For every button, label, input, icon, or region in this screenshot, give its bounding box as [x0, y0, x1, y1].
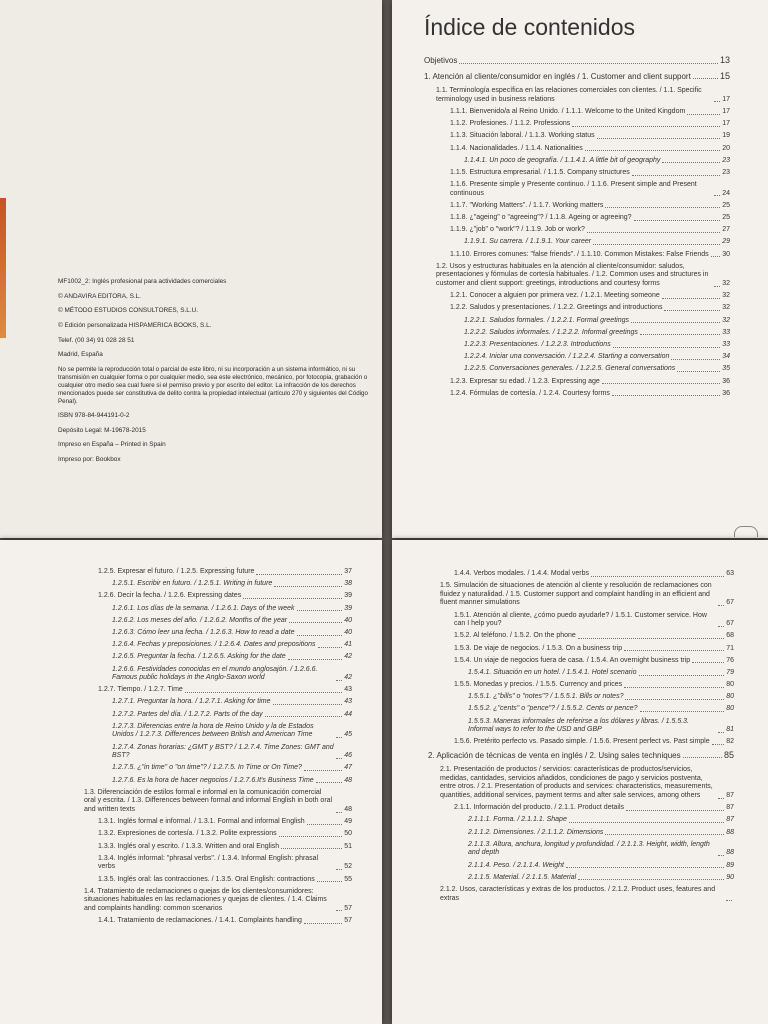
toc-entry-text: 1.3. Diferenciación de estilos formal e informal en la comunicación comercial oral y escrita. / 1.3. Differences between formal and informal English in both oral and written texts — [84, 788, 333, 813]
toc-entry-text: 1.3.3. Inglés oral y escrito. / 1.3.3. Written and oral English — [98, 842, 280, 850]
toc-entry-text: 1.5.5.3. Maneras informales de referirse a los dólares y libras. / 1.5.5.3. Informal ways to refer to the USD and GBP — [468, 717, 689, 734]
toc-entry-text: 1.2.4. Fórmulas de cortesía. / 1.2.4. Courtesy forms — [450, 389, 610, 397]
toc-page-number: 35 — [722, 365, 730, 373]
toc-entry-text: 1.1. Terminología específica en las relaciones comerciales con clientes. / 1.1. Specific terminology used in business relations — [436, 87, 702, 103]
toc-entry-text: 2.1.2. Usos, características y extras de los productos. / 2.1.2. Product uses, features and extras — [440, 885, 716, 902]
toc-entry-text: 1.3.2. Expresiones de cortesía. / 1.3.2. Polite expressions — [98, 830, 277, 838]
toc-page-number: 42 — [344, 674, 352, 682]
toc-entry — [72, 830, 352, 839]
toc-page-number: 20 — [722, 144, 730, 152]
toc-entry-text: 2.1.1.3. Altura, anchura, longitud y profundidad. / 2.1.1.3. Height, width, length and depth — [468, 840, 710, 857]
toc-page-number: 27 — [722, 226, 730, 234]
toc-leader-dots — [307, 824, 343, 825]
toc-entry — [72, 876, 352, 885]
toc-entry-text: 1.5.5.2. ¿"cents" o "pence"? / 1.5.5.2. Cents or pence? — [468, 705, 638, 713]
toc-entry-text: 1.2. Usos y estructuras habituales en la atención al cliente/consumidor: saludos, presentaciones y fórmulas de cortesía habituales. / 1.2. Common uses and structures in customer and client support: greetings, introductions and courtesy forms — [436, 262, 709, 287]
toc-leader-dots — [714, 101, 720, 102]
toc-entry — [424, 132, 730, 141]
toc-entry — [428, 705, 734, 714]
toc-page-number: 55 — [344, 875, 352, 883]
toc-entry-text: 1.1.8. ¿"ageing" o "agreeing"? / 1.1.8. Ageing or agreeing? — [450, 214, 632, 222]
page-corner-mark — [734, 526, 758, 537]
toc-entry-text: 1.2.2.4. Iniciar una conversación. / 1.2.2.4. Starting a conversation — [464, 353, 670, 361]
toc-entry — [72, 917, 352, 926]
toc-page-number: 47 — [344, 764, 352, 772]
toc-entry-text: 1.2.6.4. Fechas y preposiciones. / 1.2.6.4. Dates and prepositions — [112, 641, 316, 649]
toc-leader-dots — [625, 699, 724, 700]
toc-leader-dots — [297, 610, 343, 611]
toc-entry — [428, 886, 734, 903]
cover-edge-strip — [0, 198, 6, 338]
toc-entry — [72, 629, 352, 638]
toc-page-number: 50 — [344, 830, 352, 838]
toc-entry — [72, 568, 352, 577]
toc-page-number: 57 — [344, 904, 352, 912]
toc-leader-dots — [256, 574, 342, 575]
toc-page-number: 67 — [726, 599, 734, 607]
toc-entry — [424, 145, 730, 154]
toc-leader-dots — [634, 220, 721, 221]
toc-leader-dots — [605, 834, 724, 835]
imprint-printed-by: Impreso por: Bookbox — [58, 456, 121, 464]
toc-leader-dots — [664, 310, 720, 311]
toc-leader-dots — [578, 879, 724, 880]
toc-entry-text: 1.2.6.2. Los meses del año. / 1.2.6.2. Months of the year — [112, 616, 288, 624]
toc-entry — [72, 698, 352, 707]
toc-entry — [72, 653, 352, 662]
toc-page-number: 32 — [722, 292, 730, 300]
toc-leader-dots — [662, 298, 720, 299]
toc-leader-dots — [726, 900, 732, 901]
toc-entry-text: Objetivos — [424, 56, 458, 65]
toc-page-number: 25 — [722, 214, 730, 222]
toc-page-number: 39 — [344, 592, 352, 600]
toc-entry-text: 1.2.2.2. Saludos informales. / 1.2.2.2. Informal greetings — [464, 328, 638, 336]
toc-page-number: 82 — [726, 738, 734, 746]
toc-entry-text: 1.1.4.1. Un poco de geografía. / 1.1.4.1. A little bit of geography — [464, 156, 661, 164]
toc-entry — [72, 843, 352, 852]
toc-entry — [424, 378, 730, 387]
toc-entry — [428, 570, 734, 579]
toc-leader-dots — [578, 638, 724, 639]
toc-page-number: 30 — [722, 250, 730, 258]
toc-page-number: 29 — [722, 238, 730, 246]
toc-page-number: 79 — [726, 668, 734, 676]
toc-page-number: 87 — [726, 816, 734, 824]
toc-entry-text: 1.1.9.1. Su carrera. / 1.1.9.1. Your career — [464, 238, 592, 246]
toc-entry-text: 1.2.2.5. Conversaciones generales. / 1.2.2.5. General conversations — [464, 365, 676, 373]
toc-entry-text: 2.1.1.5. Material. / 2.1.1.5. Material — [468, 873, 577, 881]
imprint-printed-in: Impreso en España – Printed in Spain — [58, 441, 166, 449]
toc-entry-text: 1.2.7.2. Partes del día. / 1.2.7.2. Parts of the day — [112, 710, 263, 718]
toc-list-page-2 — [424, 56, 730, 402]
toc-entry-text: 1.1.5. Estructura empresarial. / 1.1.5. Company structures — [450, 168, 630, 176]
toc-page-number: 68 — [726, 632, 734, 640]
toc-entry-text: 1.2.7.1. Preguntar la hora. / 1.2.7.1. Asking for time — [112, 698, 271, 706]
toc-entry — [424, 214, 730, 223]
toc-entry — [424, 329, 730, 338]
toc-entry — [428, 751, 734, 761]
toc-page-number: 17 — [722, 107, 730, 115]
toc-entry — [428, 657, 734, 666]
toc-entry-text: 1.2.6. Decir la fecha. / 1.2.6. Expressing dates — [98, 592, 242, 600]
toc-entry — [428, 862, 734, 871]
toc-entry — [424, 226, 730, 235]
imprint-title: MF1002_2: Inglés profesional para actividades comerciales — [58, 278, 227, 285]
toc-entry-text: 2.1.1.4. Peso. / 2.1.1.4. Weight — [468, 861, 564, 869]
toc-leader-dots — [692, 662, 724, 663]
toc-entry-text: 1.2.2.3. Presentaciones. / 1.2.2.3. Introductions — [464, 340, 611, 348]
toc-entry — [72, 580, 352, 589]
toc-entry — [428, 582, 734, 608]
toc-entry — [424, 238, 730, 247]
toc-entry — [72, 617, 352, 626]
toc-entry-text: 1.2.6.1. Los días de la semana. / 1.2.6.1. Days of the week — [112, 604, 295, 612]
toc-entry-text: 1.1.7. "Working Matters". / 1.1.7. Working matters — [450, 201, 604, 209]
toc-page-number: 40 — [344, 616, 352, 624]
toc-leader-dots — [243, 598, 342, 599]
toc-page-number: 81 — [726, 726, 734, 734]
toc-page-number: 32 — [722, 304, 730, 312]
toc-entry — [72, 789, 352, 815]
toc-entry-text: 1.2.7.4. Zonas horarias: ¿GMT y BST? / 1.2.7.4. Time Zones: GMT and BST? — [112, 743, 334, 760]
toc-leader-dots — [613, 347, 721, 348]
toc-entry — [72, 666, 352, 683]
toc-page-number: 19 — [722, 132, 730, 140]
toc-leader-dots — [714, 195, 720, 196]
toc-page-number: 85 — [723, 749, 734, 760]
toc-entry-text: 1.1.4. Nacionalidades. / 1.1.4. Nationalities — [450, 144, 583, 152]
imprint-legal-notice: No se permite la reproducción total o parcial de este libro, ni su incorporación a un sistema informático, ni su transmisión en cualquier forma o por cualquier medio, sea este electrónico, mecánico, por fotocopia, grabación o cualquier otro medio sea cual fuere si el permiso previo y por escrito del editor. La infracción de los derechos mencionados puede ser constitutiva de delito contra la propiedad intelectual (artículo 270 y siguientes del Código Penal). — [58, 365, 368, 406]
toc-entry-text: 1.2.3. Expresar su edad. / 1.2.3. Expressing age — [450, 377, 600, 385]
toc-entry — [72, 764, 352, 773]
toc-leader-dots — [602, 383, 720, 384]
toc-entry-text: 1.5.4. Un viaje de negocios fuera de casa. / 1.5.4. An overnight business trip — [454, 656, 691, 664]
imprint-phone: Telef. (00 34) 91 028 28 51 — [58, 336, 135, 344]
toc-entry-text: 1.1.3. Situación laboral. / 1.1.3. Working status — [450, 132, 595, 140]
toc-entry — [428, 693, 734, 702]
toc-entry — [72, 888, 352, 914]
toc-entry — [428, 718, 734, 735]
toc-entry — [424, 317, 730, 326]
toc-leader-dots — [597, 138, 721, 139]
toc-page-number: 89 — [726, 861, 734, 869]
toc-leader-dots — [640, 334, 720, 335]
toc-page-number: 76 — [726, 656, 734, 664]
toc-entry — [424, 353, 730, 362]
toc-leader-dots — [683, 757, 722, 758]
toc-page-number: 44 — [344, 710, 352, 718]
toc-page-number: 87 — [726, 792, 734, 799]
toc-entry — [424, 251, 730, 260]
toc-entry-text: 1.2.7.3. Diferencias entre la hora de Reino Unido y la de Estados Unidos / 1.2.7.3. Differences between British and American Time — [112, 722, 314, 739]
toc-entry — [424, 292, 730, 301]
toc-entry-text: 1.4.1. Tratamiento de reclamaciones. / 1.4.1. Complaints handling — [98, 917, 302, 925]
toc-page-number: 51 — [344, 842, 352, 850]
toc-entry — [72, 777, 352, 786]
toc-leader-dots — [718, 605, 724, 606]
toc-page-number: 33 — [722, 328, 730, 336]
toc-entry-text: 1.2.2.1. Saludos formales. / 1.2.2.1. Formal greetings — [464, 316, 629, 324]
toc-page-number: 67 — [726, 620, 734, 628]
toc-page-number: 37 — [344, 568, 352, 575]
toc-leader-dots — [593, 244, 720, 245]
toc-leader-dots — [639, 675, 725, 676]
toc-list-page-3 — [72, 568, 352, 929]
toc-page-number: 87 — [726, 804, 734, 812]
toc-leader-dots — [336, 869, 342, 870]
toc-entry-text: 2.1. Presentación de productos / servicios: características de productos/servicios, medidas, cantidades, servicios añadidos, condiciones de pago y servicios postventa, entre otros. / 2.1. Presentation of products and services: characteristics, measurements, quantities, additional services, payment terms and after sale services, among others — [440, 766, 713, 799]
toc-leader-dots — [631, 322, 720, 323]
toc-leader-dots — [288, 659, 343, 660]
toc-entry-text: 1.2.7.5. ¿"in time" o "on time"? / 1.2.7.5. In Time or On Time? — [112, 764, 302, 772]
toc-page-number: 24 — [722, 189, 730, 197]
toc-entry-text: 1.2.5. Expresar el futuro. / 1.2.5. Expressing future — [98, 568, 255, 575]
toc-page-number: 13 — [719, 55, 730, 65]
toc-entry-text: 1.2.1. Conocer a alguien por primera vez. / 1.2.1. Meeting someone — [450, 292, 660, 300]
toc-entry-text: 1.5.5. Monedas y precios. / 1.5.5. Currency and prices — [454, 681, 623, 689]
toc-leader-dots — [566, 867, 724, 868]
toc-entry-text: 1.2.6.3. Cómo leer una fecha. / 1.2.6.3. How to read a date — [112, 628, 295, 636]
toc-leader-dots — [718, 855, 724, 856]
toc-page-number: 33 — [722, 340, 730, 348]
toc-page-number: 52 — [344, 863, 352, 871]
toc-entry — [424, 56, 730, 66]
toc-entry — [428, 829, 734, 838]
toc-page-number: 80 — [726, 693, 734, 701]
toc-leader-dots — [273, 704, 343, 705]
imprint-copyright-1: © ANDAVIRA EDITORA, S.L. — [58, 292, 141, 300]
toc-page-number: 17 — [722, 120, 730, 128]
toc-page-number: 57 — [344, 917, 352, 925]
toc-leader-dots — [336, 910, 342, 911]
toc-page-number: 17 — [722, 95, 730, 103]
toc-entry — [424, 304, 730, 313]
toc-leader-dots — [624, 650, 724, 651]
toc-entry — [428, 841, 734, 858]
toc-entry — [428, 874, 734, 883]
toc-leader-dots — [718, 626, 724, 627]
toc-entry-text: 1.1.1. Bienvenido/a al Reino Unido. / 1.1.1. Welcome to the United Kingdom — [450, 107, 686, 115]
toc-entry-text: 1.2.6.5. Preguntar la fecha. / 1.2.6.5. Asking for the date — [112, 653, 286, 661]
toc-entry — [72, 641, 352, 650]
toc-entry — [72, 723, 352, 740]
toc-leader-dots — [336, 737, 342, 738]
toc-entry-text: 1.5.4.1. Situación en un hotel. / 1.5.4.1. Hotel scenario — [468, 668, 637, 676]
toc-page-number: 48 — [344, 776, 352, 784]
toc-leader-dots — [662, 162, 720, 163]
toc-title: Índice de contenidos — [424, 14, 635, 40]
toc-page-number: 23 — [722, 168, 730, 176]
toc-leader-dots — [316, 782, 343, 783]
toc-leader-dots — [693, 78, 718, 79]
toc-page-number: 88 — [726, 849, 734, 857]
toc-entry — [428, 681, 734, 690]
toc-entry — [72, 855, 352, 872]
toc-leader-dots — [572, 126, 720, 127]
toc-entry-text: 2.1.1.1. Forma. / 2.1.1.1. Shape — [468, 816, 567, 824]
toc-entry-text: 1.4. Tratamiento de reclamaciones o quejas de los clientes/consumidores: situaciones habituales en las reclamaciones y quejas de clientes. / 1.4. Claims and complaints handling: common scenarios — [84, 887, 327, 912]
toc-entry — [424, 72, 730, 82]
toc-entry — [424, 169, 730, 178]
toc-entry-text: 1.1.6. Presente simple y Presente continuo. / 1.1.6. Present simple and Present continuous — [450, 181, 697, 197]
toc-page-number: 63 — [726, 570, 734, 577]
toc-leader-dots — [671, 359, 720, 360]
toc-entry-text: 1.3.5. Inglés oral: las contracciones. / 1.3.5. Oral English: contractions — [98, 875, 315, 883]
toc-page-number: 15 — [719, 70, 730, 81]
toc-entry-text: 1.5.5.1. ¿"bills" o "notes"? / 1.5.5.1. Bills or notes? — [468, 693, 624, 701]
toc-entry — [424, 390, 730, 399]
toc-page-number: 80 — [726, 705, 734, 713]
toc-entry — [424, 263, 730, 289]
toc-entry-text: 1.2.7.6. Es la hora de hacer negocios / 1.2.7.6.It's Business Time — [112, 776, 314, 784]
imprint-isbn: ISBN 978-84-944191-0-2 — [58, 412, 130, 420]
toc-leader-dots — [714, 286, 720, 287]
toc-leader-dots — [265, 716, 343, 717]
toc-entry — [72, 818, 352, 827]
toc-entry-text: 1.5.2. Al teléfono. / 1.5.2. On the phone — [454, 632, 576, 640]
toc-leader-dots — [605, 207, 720, 208]
toc-entry-text: 2.1.1.2. Dimensiones. / 2.1.1.2. Dimensions — [468, 828, 604, 836]
toc-leader-dots — [185, 692, 342, 693]
toc-page-number: 42 — [344, 653, 352, 661]
toc-leader-dots — [318, 647, 343, 648]
toc-entry — [424, 120, 730, 129]
imprint-deposit: Depósito Legal: M-19678-2015 — [58, 426, 146, 434]
toc-entry — [428, 804, 734, 813]
toc-entry-text: 1.5.1. Atención al cliente, ¿cómo puedo ayudarle? / 1.5.1. Customer service. How can I help you? — [454, 611, 707, 628]
toc-entry-text: 1.2.7. Tiempo. / 1.2.7. Time — [98, 686, 183, 694]
toc-leader-dots — [687, 114, 720, 115]
toc-entry-text: 2. Aplicación de técnicas de venta en inglés / 2. Using sales techniques — [428, 750, 681, 760]
toc-entry-text: 1.2.5.1. Escribir en futuro. / 1.2.5.1. Writing in future — [112, 580, 273, 588]
toc-entry — [424, 202, 730, 211]
toc-page-number: 34 — [722, 353, 730, 361]
toc-entry-text: 1. Atención al cliente/consumidor en inglés / 1. Customer and client support — [424, 71, 691, 81]
toc-page-number: 32 — [722, 280, 730, 287]
toc-entry — [72, 686, 352, 695]
toc-leader-dots — [626, 810, 724, 811]
toc-page-number: 36 — [722, 377, 730, 385]
toc-entry — [428, 738, 734, 747]
toc-list-page-4 — [428, 570, 734, 907]
toc-leader-dots — [274, 586, 342, 587]
toc-page-number: 39 — [344, 604, 352, 612]
toc-entry — [428, 766, 734, 800]
toc-page-number: 80 — [726, 681, 734, 689]
toc-entry-text: 1.1.2. Profesiones. / 1.1.2. Professions — [450, 120, 571, 128]
toc-page-number: 25 — [722, 201, 730, 209]
toc-entry-text: 1.3.4. Inglés informal: "phrasal verbs". / 1.3.4. Informal English: phrasal verbs — [98, 854, 319, 871]
toc-entry-text: 1.5. Simulación de situaciones de atención al cliente y resolución de reclamaciones con fluidez y naturalidad. / 1.5. Customer support and complaint handling in an efficient and fluent manner simulations — [440, 582, 712, 607]
toc-page-number: 46 — [344, 752, 352, 760]
toc-entry — [72, 744, 352, 761]
toc-entry — [72, 592, 352, 601]
toc-leader-dots — [587, 232, 720, 233]
imprint-page — [0, 0, 382, 538]
toc-entry-text: 1.1.9. ¿"job" o "work"? / 1.1.9. Job or work? — [450, 226, 585, 234]
toc-entry — [72, 711, 352, 720]
toc-page-number: 71 — [726, 644, 734, 652]
toc-leader-dots — [718, 798, 724, 799]
toc-leader-dots — [304, 770, 342, 771]
toc-leader-dots — [281, 848, 342, 849]
toc-page-number: 48 — [344, 805, 352, 813]
toc-leader-dots — [677, 371, 720, 372]
toc-entry — [72, 605, 352, 614]
toc-entry-text: 1.3.1. Inglés formal e informal. / 1.3.1. Formal and informal English — [98, 818, 305, 826]
toc-entry — [428, 632, 734, 641]
toc-leader-dots — [640, 711, 725, 712]
toc-entry — [424, 87, 730, 104]
toc-leader-dots — [624, 687, 724, 688]
toc-leader-dots — [712, 744, 725, 745]
toc-page-number: 49 — [344, 818, 352, 826]
imprint-copyright-3: © Edición personalizada HISPAMERICA BOOKS, S.L. — [58, 321, 212, 329]
toc-leader-dots — [304, 923, 342, 924]
toc-entry — [424, 341, 730, 350]
toc-entry — [424, 108, 730, 117]
toc-leader-dots — [336, 758, 342, 759]
toc-leader-dots — [289, 622, 342, 623]
toc-leader-dots — [591, 576, 724, 577]
toc-leader-dots — [317, 881, 342, 882]
toc-page-number: 38 — [344, 580, 352, 588]
toc-entry-text: 2.1.1. Información del producto. / 2.1.1. Product details — [454, 804, 625, 812]
toc-entry — [428, 816, 734, 825]
toc-page-number: 36 — [722, 389, 730, 397]
toc-entry-text: 1.5.6. Pretérito perfecto vs. Pasado simple. / 1.5.6. Present perfect vs. Past simple — [454, 738, 710, 746]
toc-leader-dots — [711, 256, 721, 257]
toc-entry — [428, 645, 734, 654]
toc-leader-dots — [336, 812, 342, 813]
toc-page-number: 45 — [344, 731, 352, 739]
toc-entry-text: 1.4.4. Verbos modales. / 1.4.4. Modal verbs — [454, 570, 590, 577]
imprint-copyright-2: © MÉTODO ESTUDIOS CONSULTORES, S.L.U. — [58, 307, 199, 315]
toc-page-number: 32 — [722, 316, 730, 324]
toc-page-number: 23 — [722, 156, 730, 164]
toc-entry-text: 1.2.2. Saludos y presentaciones. / 1.2.2. Greetings and introductions — [450, 304, 663, 312]
toc-entry — [428, 669, 734, 678]
toc-page-number: 41 — [344, 641, 352, 649]
toc-leader-dots — [718, 732, 724, 733]
toc-leader-dots — [632, 175, 720, 176]
toc-page-number: 90 — [726, 873, 734, 881]
toc-leader-dots — [279, 836, 343, 837]
toc-entry — [424, 365, 730, 374]
toc-leader-dots — [612, 395, 720, 396]
toc-entry-text: 1.2.6.6. Festividades conocidas en el mundo anglosajón. / 1.2.6.6. Famous public holidays in the Anglo-Saxon world — [112, 665, 318, 682]
toc-entry — [424, 181, 730, 198]
toc-entry-text: 1.5.3. De viaje de negocios. / 1.5.3. On a business trip — [454, 644, 623, 652]
imprint-city: Madrid, España — [58, 351, 103, 359]
toc-leader-dots — [585, 150, 721, 151]
toc-leader-dots — [336, 680, 342, 681]
toc-leader-dots — [459, 63, 718, 64]
toc-page-number: 40 — [344, 628, 352, 636]
toc-page-number: 43 — [344, 698, 352, 706]
toc-leader-dots — [569, 822, 724, 823]
toc-leader-dots — [297, 635, 343, 636]
toc-entry — [428, 612, 734, 629]
imprint-block — [58, 278, 370, 471]
toc-entry-text: 1.1.10. Errores comunes: "false friends". / 1.1.10. Common Mistakes: False Friends — [450, 250, 709, 258]
toc-entry — [424, 157, 730, 166]
toc-page-number: 43 — [344, 686, 352, 694]
toc-page-number: 88 — [726, 828, 734, 836]
